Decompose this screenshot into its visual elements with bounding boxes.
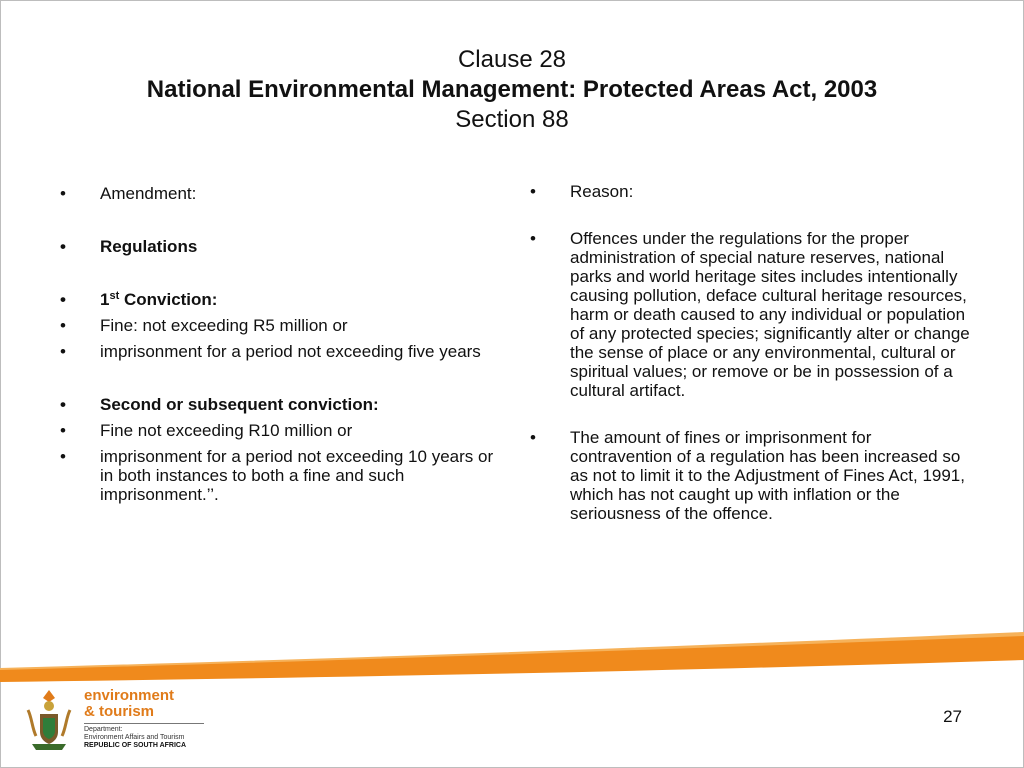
title-act: National Environmental Management: Protected Areas Act, 2003 (146, 76, 878, 103)
first-imprisonment-text: imprisonment for a period not exceeding five years (100, 342, 481, 361)
amendment-label: Amendment: (100, 184, 197, 203)
list-item (60, 184, 500, 203)
bullet-dot: • (530, 229, 536, 248)
bullet-dot: • (60, 184, 66, 203)
regulations-heading: Regulations (100, 237, 198, 256)
first-conviction-ordinal: st (109, 290, 120, 302)
swoosh-main-band (0, 636, 1024, 682)
dept-label: Department: (84, 726, 123, 733)
bullet-dot: • (60, 316, 66, 335)
coat-of-arms-icon (18, 688, 80, 754)
department-logo (84, 688, 204, 750)
page-number: 27 (943, 707, 962, 726)
first-fine-text: Fine: not exceeding R5 million or (100, 316, 348, 335)
bullet-dot: • (530, 182, 536, 201)
bullet-dot: • (60, 290, 66, 309)
second-fine-text: Fine not exceeding R10 million or (100, 421, 353, 440)
list-item (530, 428, 970, 523)
bullet-dot: • (60, 342, 66, 361)
bullet-dot: • (60, 447, 66, 466)
first-conviction-heading (100, 290, 217, 309)
logo-line-environment: environment (84, 687, 175, 704)
title-section: Section 88 (455, 106, 569, 133)
title-clause: Clause 28 (457, 46, 567, 73)
list-item (530, 229, 970, 400)
logo-line-tourism: & tourism (84, 703, 155, 720)
dept-country: REPUBLIC OF SOUTH AFRICA (84, 742, 187, 749)
fines-amount-text: The amount of fines or imprisonment for contravention of a regulation has been increased so as not to limit it to the Adjustment of Fines Act, 1991, which has not caught up with inflation or the seriousness of the offence. (570, 428, 965, 523)
list-item (60, 290, 500, 309)
logo-divider (84, 723, 204, 724)
bullet-dot: • (60, 237, 66, 256)
list-item (60, 316, 500, 335)
list-item (530, 182, 970, 201)
second-conviction-heading: Second or subsequent conviction: (100, 395, 379, 414)
list-item (60, 342, 500, 361)
dept-name: Environment Affairs and Tourism (84, 734, 185, 741)
first-conviction-number: 1 (100, 290, 110, 309)
amendment-column (60, 184, 500, 504)
first-conviction-label: Conviction: (119, 290, 218, 309)
bullet-dot: • (60, 421, 66, 440)
bullet-dot: • (60, 395, 66, 414)
list-item (60, 395, 500, 414)
offences-text: Offences under the regulations for the proper administration of special nature reserves, national parks and world heritage sites includes intentionally causing pollution, deface cultural heritage resources, harm or death caused to any individual or population of any protected species; significantly alter or change the sense of place or any environmental, cultural or spiritual values; or remove or be in possession of a cultural artifact. (570, 229, 970, 400)
reason-label: Reason: (570, 182, 634, 201)
list-item (60, 421, 500, 440)
footer-swoosh (0, 620, 1024, 690)
list-item (60, 447, 500, 504)
second-imprisonment-text: imprisonment for a period not exceeding 10 years or in both instances to both a fine and such imprisonment.’’. (100, 447, 494, 504)
slide-title (0, 45, 1024, 135)
bullet-dot: • (530, 428, 536, 447)
reason-column (530, 182, 970, 523)
list-item (60, 237, 500, 256)
